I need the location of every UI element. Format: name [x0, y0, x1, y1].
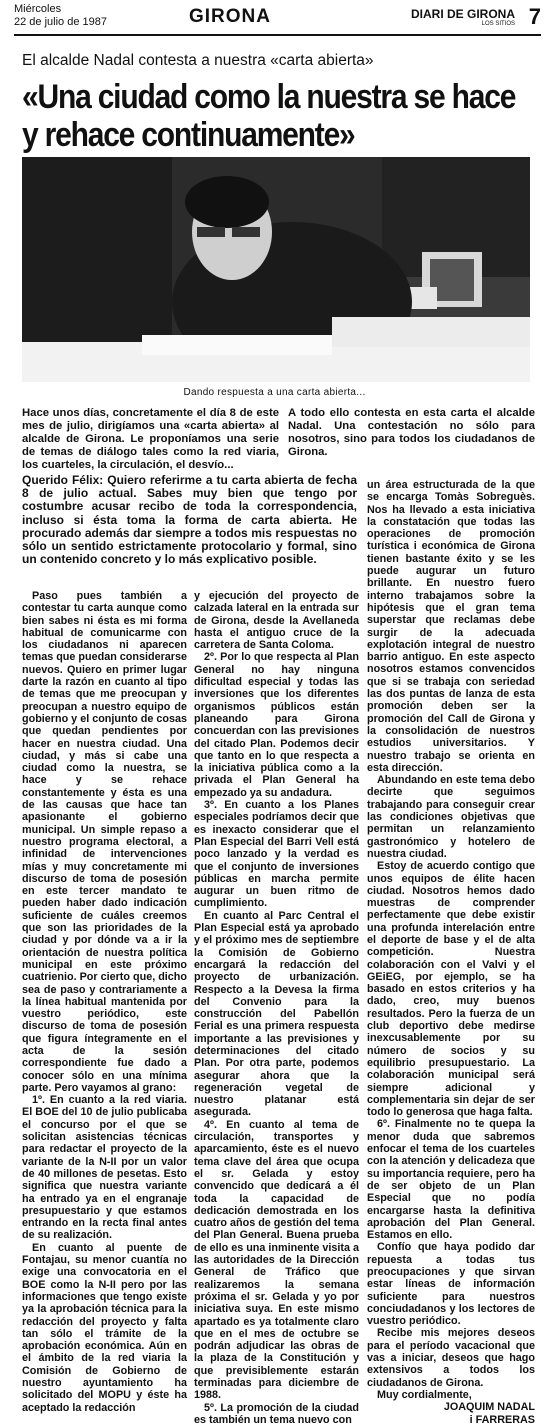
column-3-paragraph: un área estructurada de la que se encarga Tomàs Sobreguès. Nos ha llevado a esta iniciativa la constatación que todas las operaciones de promoción turística i económica de Girona tienen bastante éxito y se les puede augurar un futuro brillante. En nuestro fuero interno trabajamos sobre la hipótesis que el gran tema superstar que reclamas debe surgir de la adecuada explotación integral de nuestro barrio antiguo. En este aspecto nosotros estamos convencidos que si se trabaja con seriedad las dos puntas de lanza de esta promoción deben ser la promoción del Call de Girona y la consolidación de nuestros estudios universitarios. Y nuestro trabajo se orienta en esta dirección.	[367, 479, 535, 774]
column-1-paragraph: Paso pues también a contestar tu carta aunque como bien sabes ni ésta es mi forma habitual de comunicarme con los ciudadanos ni aparecen temas que puedan considerarse nuevos. Quiero en primer lugar darte la razón en cuanto al tipo de temas que me preocupan y preocupan a nuestro equipo de gobierno y el conjunto de cosas que quedan pendientes por hacer en nuestra ciudad. Una ciudad, y más si cabe una ciudad como la nuestra, se hace y se rehace constantemente y ésta es una de las causas que hace tan apasionante el gobierno municipal. Un simple repaso a nuestro programa electoral, a infinidad de intervenciones mías y muy concretamente mi discurso de toma de posesión en este tercer mandato te pueden haber dado indicación suficiente de cuáles creemos que son las prioridades de la ciudad y por dónde va a ir la orientación de nuestra política municipal en este próximo cuatrienio. Por cierto que, dicho sea de paso y contrariamente a la línea habitual mantenida por vuestro periódico, este discurso de toma de posesión que figura íntegramente en el acta de la sesión correspondiente fue dado a conocer sólo en una mínima parte. Pero vayamos al grano:	[22, 590, 188, 1094]
newspaper-name: DIARI DE GIRONA	[410, 7, 515, 21]
column-3-paragraph: Abundando en este tema debo decirte que seguimos trabajando para conseguir crear las condiciones objetivas que permitan un relanzamiento gastronómico y hotelero de nuestra ciudad.	[367, 774, 535, 860]
signature-name: JOAQUIM NADAL	[443, 1401, 535, 1414]
article-photo	[22, 157, 530, 382]
column-1	[22, 590, 187, 1414]
column-3-paragraph: Muy cordialmente,	[377, 1388, 472, 1401]
column-2-paragraph: 5º. La promoción de la ciudad es también un tema nuevo con	[194, 1401, 359, 1426]
column-1-paragraph: En cuanto al puente de Fontajau, su menor cuantía no exige una convocatoria en el BOE como la N-II pero por las informaciones que tengo existe ya la aprobación técnica para la redacción del proyecto y falta tan sólo el trámite de la aprobación económica. Aún en el ámbito de la red viaria la Comisión de Gobierno de nuestro ayuntamiento ha solicitado del MOPU y éste ha aceptado la redacción	[22, 1241, 187, 1414]
photo-illustration	[22, 157, 530, 382]
signature-surname: i FARRERAS	[469, 1413, 535, 1426]
column-2-paragraph: 4º. En cuanto al tema de circulación, transportes y aparcamiento, éste es el nuevo tema clave del área que ocupa el sr. Gelada y estoy convencido que dedicará a él toda la capacidad de dedicación demostrada en los cuatro años de gestión del tema del Plan General. Buena prueba de ello es una inminente visita a las autoridades de la Dirección General de Tráfico que realizaremos la semana próxima el sr. Gelada y yo por iniciativa suya. En este mismo apartado es ya totalmente claro que en el mes de octubre se podrán adjudicar las obras de la plaza de la Constitución y que previsiblemente estarán terminadas para diciembre de 1988.	[194, 1118, 360, 1402]
section-name: GIRONA	[189, 6, 271, 27]
subsection-name: LOS SITIOS	[481, 21, 515, 27]
kicker: El alcalde Nadal contesta a nuestra «carta abierta»	[22, 52, 374, 69]
intro-right: A todo ello contesta en esta carta el alcalde Nadal. Una contestación no sólo para nosotros, sino para todos los ciudadanos de Girona.	[288, 407, 535, 458]
column-2	[194, 590, 359, 1426]
column-2-paragraph: En cuanto al Parc Central el Plan Especial está ya aprobado y el próximo mes de septiembre la Comisión de Gobierno encargará la redacción del proyecto de urbanización. Respecto a la Devesa la firma del Convenio para la construcción del Pabellón Ferial es una primera respuesta importante a las previsiones y determinaciones del citado Plan. Por otra parte, podemos asegurar ahora que la regeneración vegetal de nuestro platanar está asegurada.	[194, 909, 359, 1119]
column-2-paragraph: y ejecución del proyecto de calzada lateral en la entrada sur de Girona, desde la Avellaneda hasta el antiguo cruce de la carretera de Santa Coloma.	[194, 590, 359, 652]
column-3	[367, 479, 535, 1426]
column-2-paragraph: 2º. Por lo que respecta al Plan General no hay ninguna dificultad especial y todas las inversiones que los diferentes organismos públicos están planeando para Girona concuerdan con las previsiones del citado Plan. Podemos decir que tanto en lo que respecta a la iniciativa pública como a la privada el Plan General ha empezado ya su andadura.	[194, 651, 359, 799]
issue-day: Miércoles	[14, 3, 62, 15]
column-2-paragraph: 3º. En cuanto a los Planes especiales podríamos decir que es inexacto considerar que el Plan Especial del Barri Vell está poco lanzado y la verdad es que el conjunto de inversiones públicas en marcha permite augurar un buen ritmo de cumplimiento.	[194, 799, 359, 910]
photo-caption: Dando respuesta a una carta abierta...	[183, 387, 366, 398]
page-number: 7	[528, 4, 541, 29]
column-3-paragraph: Recibe mis mejores deseos para el período vacacional que vas a iniciar, deseos que hago extensivos a todos los ciudadanos de Girona.	[367, 1327, 535, 1389]
issue-date: 22 de julio de 1987	[14, 16, 107, 28]
column-3-paragraph: Estoy de acuerdo contigo que unos equipos de élite hacen ciudad. Nosotros hemos dado muestras de comprender perfectamente que debe existir una profunda interelación entre el deporte de base y el de alta competición. Nuestra colaboración con el Valvi y el GEiEG, por ejemplo, se ha basado en estos criterios y ha dado, creo, muy buenos resultados. Pero la fuerza de un club deportivo debe medirse inexcusablemente por su número de socios y su equilibrio presupuestario. La colaboración municipal será siempre adicional y complementaria sin dejar de ser todo lo generosa que haga falta.	[367, 860, 535, 1119]
column-3-paragraph: 6º. Finalmente no te quepa la menor duda que sabremos enfocar el tema de los cuarteles con la atención y delicadeza que su importancia requiere, pero ha de ser objeto de un Plan Especial que no podía encargarse hasta la definitiva aprobación del Plan General. Estamos en ello.	[367, 1118, 535, 1242]
column-1-paragraph: 1º. En cuanto a la red viaria. El BOE del 10 de julio publicaba el concurso por el que se solicitan asistencias técnicas para redactar el proyecto de la variante de la N-II por un valor de 40 millones de pesetas. Esto significa que nuestra variante ha entrado ya en el engranaje presupuestario y que estamos entrando en la recta final antes de su realización.	[22, 1094, 187, 1242]
column-3-paragraph: Confío que haya podido dar repuesta a todas tus preocupaciones y que sirvan estar líneas de información suficiente para nuestros conciudadanos y los lectores de vuestro periódico.	[367, 1241, 535, 1328]
headline: «Una ciudad como la nuestra se hace y rehace continuamente»	[22, 78, 516, 154]
page-header	[14, 4, 541, 36]
lead-paragraph: Querido Félix: Quiero referirme a tu carta abierta de fecha 8 de julio actual. Sabes muy bien que tengo por costumbre acusar recibo de toda la correspondencia, incluso si ésta toma la forma de carta abierta. He procurado además dar siempre a todos mis respuestas no sólo un sentido estrictamente protocolario y formal, sino un contenido concreto y lo más explicativo posible.	[22, 473, 357, 567]
intro-left: Hace unos días, concretamente el día 8 de este mes de julio, dirigíamos una «carta abierta» al alcalde de Girona. Le proponíamos una serie de temas de diálogo tales como la red viaria, los cuarteles, la circulación, el desvío...	[22, 407, 279, 471]
